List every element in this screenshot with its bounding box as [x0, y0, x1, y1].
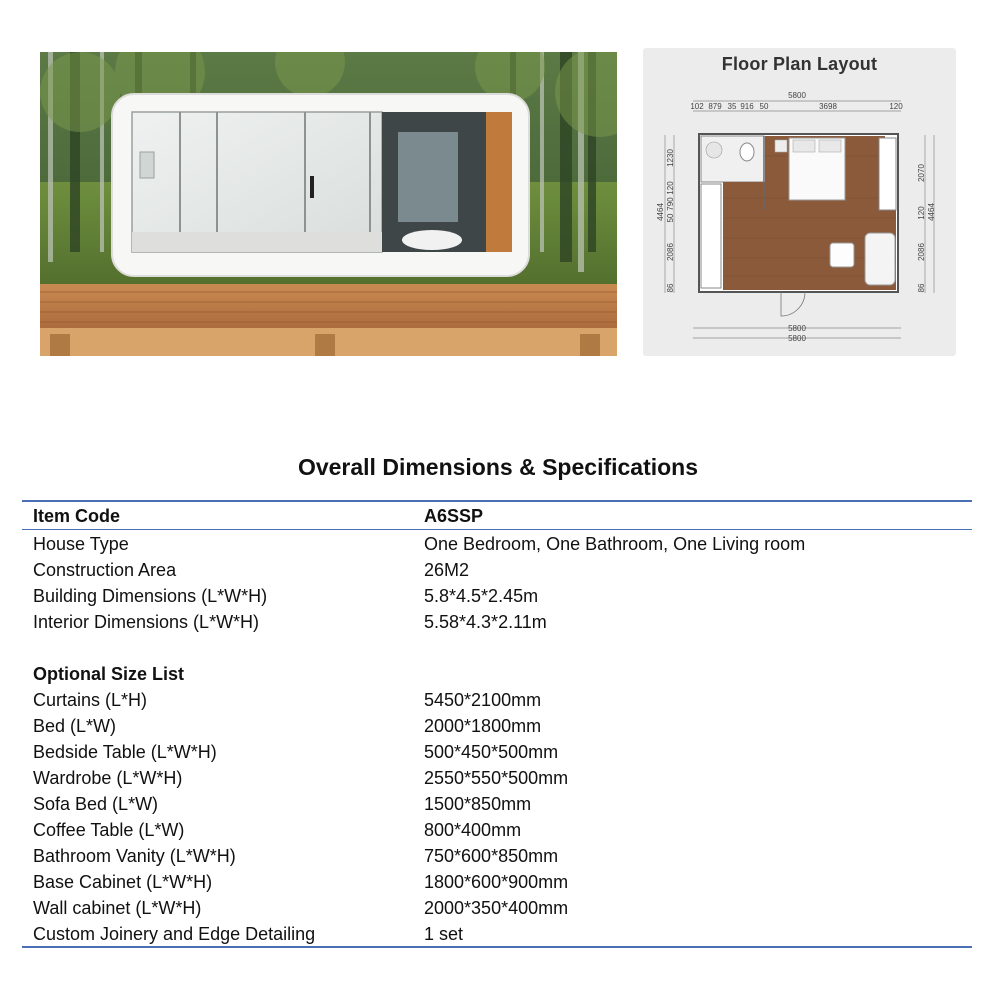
svg-text:50: 50 — [666, 213, 675, 223]
svg-text:790: 790 — [666, 197, 675, 211]
svg-text:4464: 4464 — [927, 203, 936, 221]
svg-text:120: 120 — [917, 206, 926, 220]
svg-text:120: 120 — [889, 102, 903, 111]
svg-text:916: 916 — [740, 102, 754, 111]
svg-text:5800: 5800 — [788, 324, 806, 333]
svg-text:86: 86 — [666, 283, 675, 293]
spec-row-building-dimensions: Building Dimensions (L*W*H) 5.8*4.5*2.45m — [33, 586, 539, 606]
dim-top-total: 5800 — [788, 91, 806, 100]
svg-text:120: 120 — [666, 181, 675, 195]
svg-text:35: 35 — [727, 102, 737, 111]
option-row-bed: Bed (L*W) 2000*1800mm — [33, 716, 542, 736]
spec-row-house-type: House Type One Bedroom, One Bathroom, One Living room — [33, 534, 806, 554]
svg-text:2070: 2070 — [917, 164, 926, 182]
floor-plan-card — [643, 48, 956, 356]
house-photo — [40, 52, 617, 356]
option-row-custom-joinery: Custom Joinery and Edge Detailing 1 set — [33, 924, 464, 944]
spec-row-construction-area: Construction Area 26M2 — [33, 560, 470, 580]
option-row-bedside-table: Bedside Table (L*W*H) 500*450*500mm — [33, 742, 559, 762]
floor-plan-drawing — [643, 48, 956, 356]
svg-text:2086: 2086 — [666, 243, 675, 261]
option-row-wall-cabinet: Wall cabinet (L*W*H) 2000*350*400mm — [33, 898, 569, 918]
option-row-curtains: Curtains (L*H) 5450*2100mm — [33, 690, 542, 710]
bottom-divider — [22, 946, 972, 948]
svg-text:3698: 3698 — [819, 102, 837, 111]
item-code-row — [33, 503, 963, 529]
option-row-coffee-table: Coffee Table (L*W) 800*400mm — [33, 820, 522, 840]
svg-text:102: 102 — [690, 102, 704, 111]
svg-text:50: 50 — [759, 102, 769, 111]
optional-size-heading: Optional Size List — [33, 664, 185, 684]
svg-text:2086: 2086 — [917, 243, 926, 261]
item-code-label: Item Code — [33, 506, 121, 526]
svg-text:1230: 1230 — [666, 149, 675, 167]
option-row-bathroom-vanity: Bathroom Vanity (L*W*H) 750*600*850mm — [33, 846, 559, 866]
specifications-table — [22, 446, 974, 948]
spec-title: Overall Dimensions & Specifications — [297, 454, 699, 480]
floor-plan-title: Floor Plan Layout — [721, 54, 878, 74]
option-row-sofa-bed: Sofa Bed (L*W) 1500*850mm — [33, 794, 532, 814]
title-divider — [22, 500, 972, 502]
item-code-value: A6SSP — [424, 506, 484, 526]
svg-text:4464: 4464 — [656, 203, 665, 221]
option-row-base-cabinet: Base Cabinet (L*W*H) 1800*600*900mm — [33, 872, 569, 892]
svg-text:5800: 5800 — [788, 334, 806, 343]
svg-text:86: 86 — [917, 283, 926, 293]
option-row-wardrobe: Wardrobe (L*W*H) 2550*550*500mm — [33, 768, 569, 788]
svg-text:879: 879 — [708, 102, 722, 111]
header-divider — [22, 529, 972, 530]
spec-row-interior-dimensions: Interior Dimensions (L*W*H) 5.58*4.3*2.11m — [33, 612, 547, 632]
